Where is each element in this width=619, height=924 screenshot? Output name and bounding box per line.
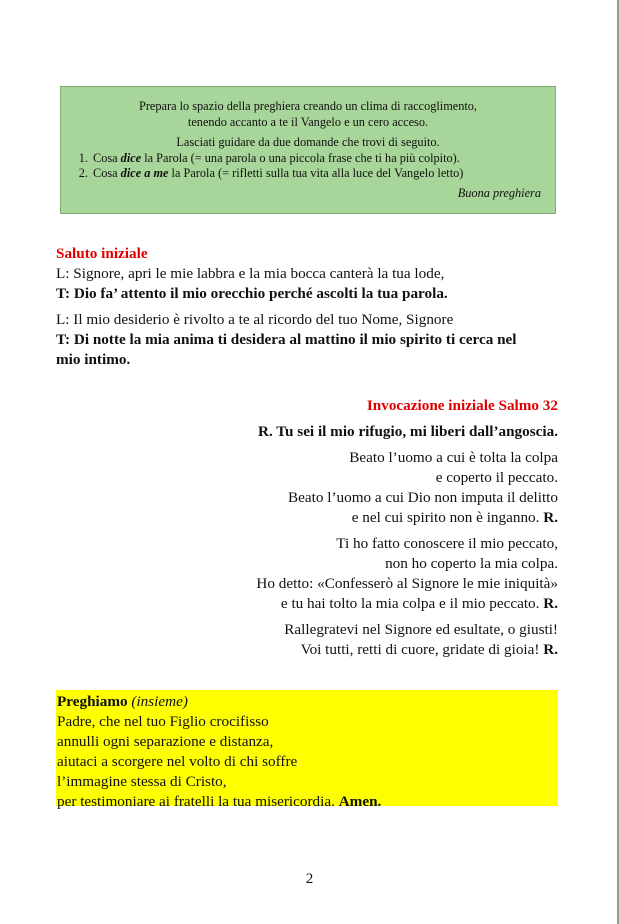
prayer-line: l’immagine stessa di Cristo, (57, 773, 227, 790)
refrain-mark: R. (543, 641, 558, 658)
prayer-line: per testimoniare ai fratelli la tua misericordia. Amen. (57, 793, 382, 810)
intro-question-2: 2. Cosa dice a me la Parola (= rifletti sulla tua vita alla luce del Vangelo letto) (91, 166, 555, 182)
page-number: 2 (305, 871, 314, 887)
prayer-title-line (57, 692, 558, 712)
greeting-all-line-2a: T: Di notte la mia anima ti desidera al mattino il mio spirito ti cerca nel (56, 331, 517, 348)
greeting-all-line-2b: mio intimo. (56, 351, 131, 368)
prayer-title: Preghiamo (57, 693, 128, 710)
prayer-line: aiutaci a scorgere nel volto di chi soffre (57, 753, 298, 770)
intro-line-2: tenendo accanto a te il Vangelo e un cero acceso. (187, 114, 429, 129)
prayer-amen: Amen. (338, 793, 382, 810)
intro-line-3: Lasciati guidare da due domande che trovi di seguito. (176, 135, 440, 149)
psalm-line: e coperto il peccato. (435, 469, 558, 486)
psalm-stanza-1 (56, 448, 558, 528)
refrain-mark: R. (543, 595, 558, 612)
psalm-line: non ho coperto la mia colpa. (385, 555, 558, 572)
intro-signature: Buona preghiera (457, 185, 541, 200)
greeting-all-line-1: T: Dio fa’ attento il mio orecchio perché ascolti la tua parola. (56, 285, 448, 302)
psalm-refrain: R. Tu sei il mio rifugio, mi liberi dall’angoscia. (258, 423, 558, 440)
psalm-line: e nel cui spirito non è inganno. R. (351, 509, 558, 526)
greeting-leader-line-1: L: Signore, apri le mie labbra e la mia bocca canterà la tua lode, (56, 265, 445, 282)
psalm-section (56, 396, 558, 660)
intro-instructions-box (60, 86, 556, 214)
prayer-highlight-box (56, 690, 558, 810)
psalm-line: Beato l’uomo a cui è tolta la colpa (349, 449, 558, 466)
prayer-line: Padre, che nel tuo Figlio crocifisso (57, 713, 269, 730)
psalm-line: Beato l’uomo a cui Dio non imputa il delitto (288, 489, 558, 506)
greeting-section (56, 244, 558, 370)
intro-question-list (61, 151, 555, 182)
psalm-line: Rallegratevi nel Signore ed esultate, o giusti! (284, 621, 558, 638)
psalm-line: e tu hai tolto la mia colpa e il mio peccato. R. (280, 595, 558, 612)
greeting-heading: Saluto iniziale (56, 245, 148, 262)
prayer-subtitle: (insieme) (131, 693, 188, 710)
psalm-line: Voi tutti, retti di cuore, gridate di gioia! R. (300, 641, 558, 658)
refrain-mark: R. (543, 509, 558, 526)
intro-line-1: Prepara lo spazio della preghiera creando un clima di raccoglimento, (138, 99, 478, 113)
intro-question-1: 1. Cosa dice la Parola (= una parola o una piccola frase che ti ha più colpito). (91, 151, 555, 167)
psalm-line: Ho detto: «Confesserò al Signore le mie iniquità» (256, 575, 558, 592)
psalm-stanza-2 (56, 534, 558, 614)
psalm-stanza-3 (56, 620, 558, 660)
prayer-line: annulli ogni separazione e distanza, (57, 733, 274, 750)
psalm-heading: Invocazione iniziale Salmo 32 (366, 397, 558, 414)
greeting-leader-line-2: L: Il mio desiderio è rivolto a te al ricordo del tuo Nome, Signore (56, 311, 454, 328)
psalm-line: Ti ho fatto conoscere il mio peccato, (336, 535, 558, 552)
